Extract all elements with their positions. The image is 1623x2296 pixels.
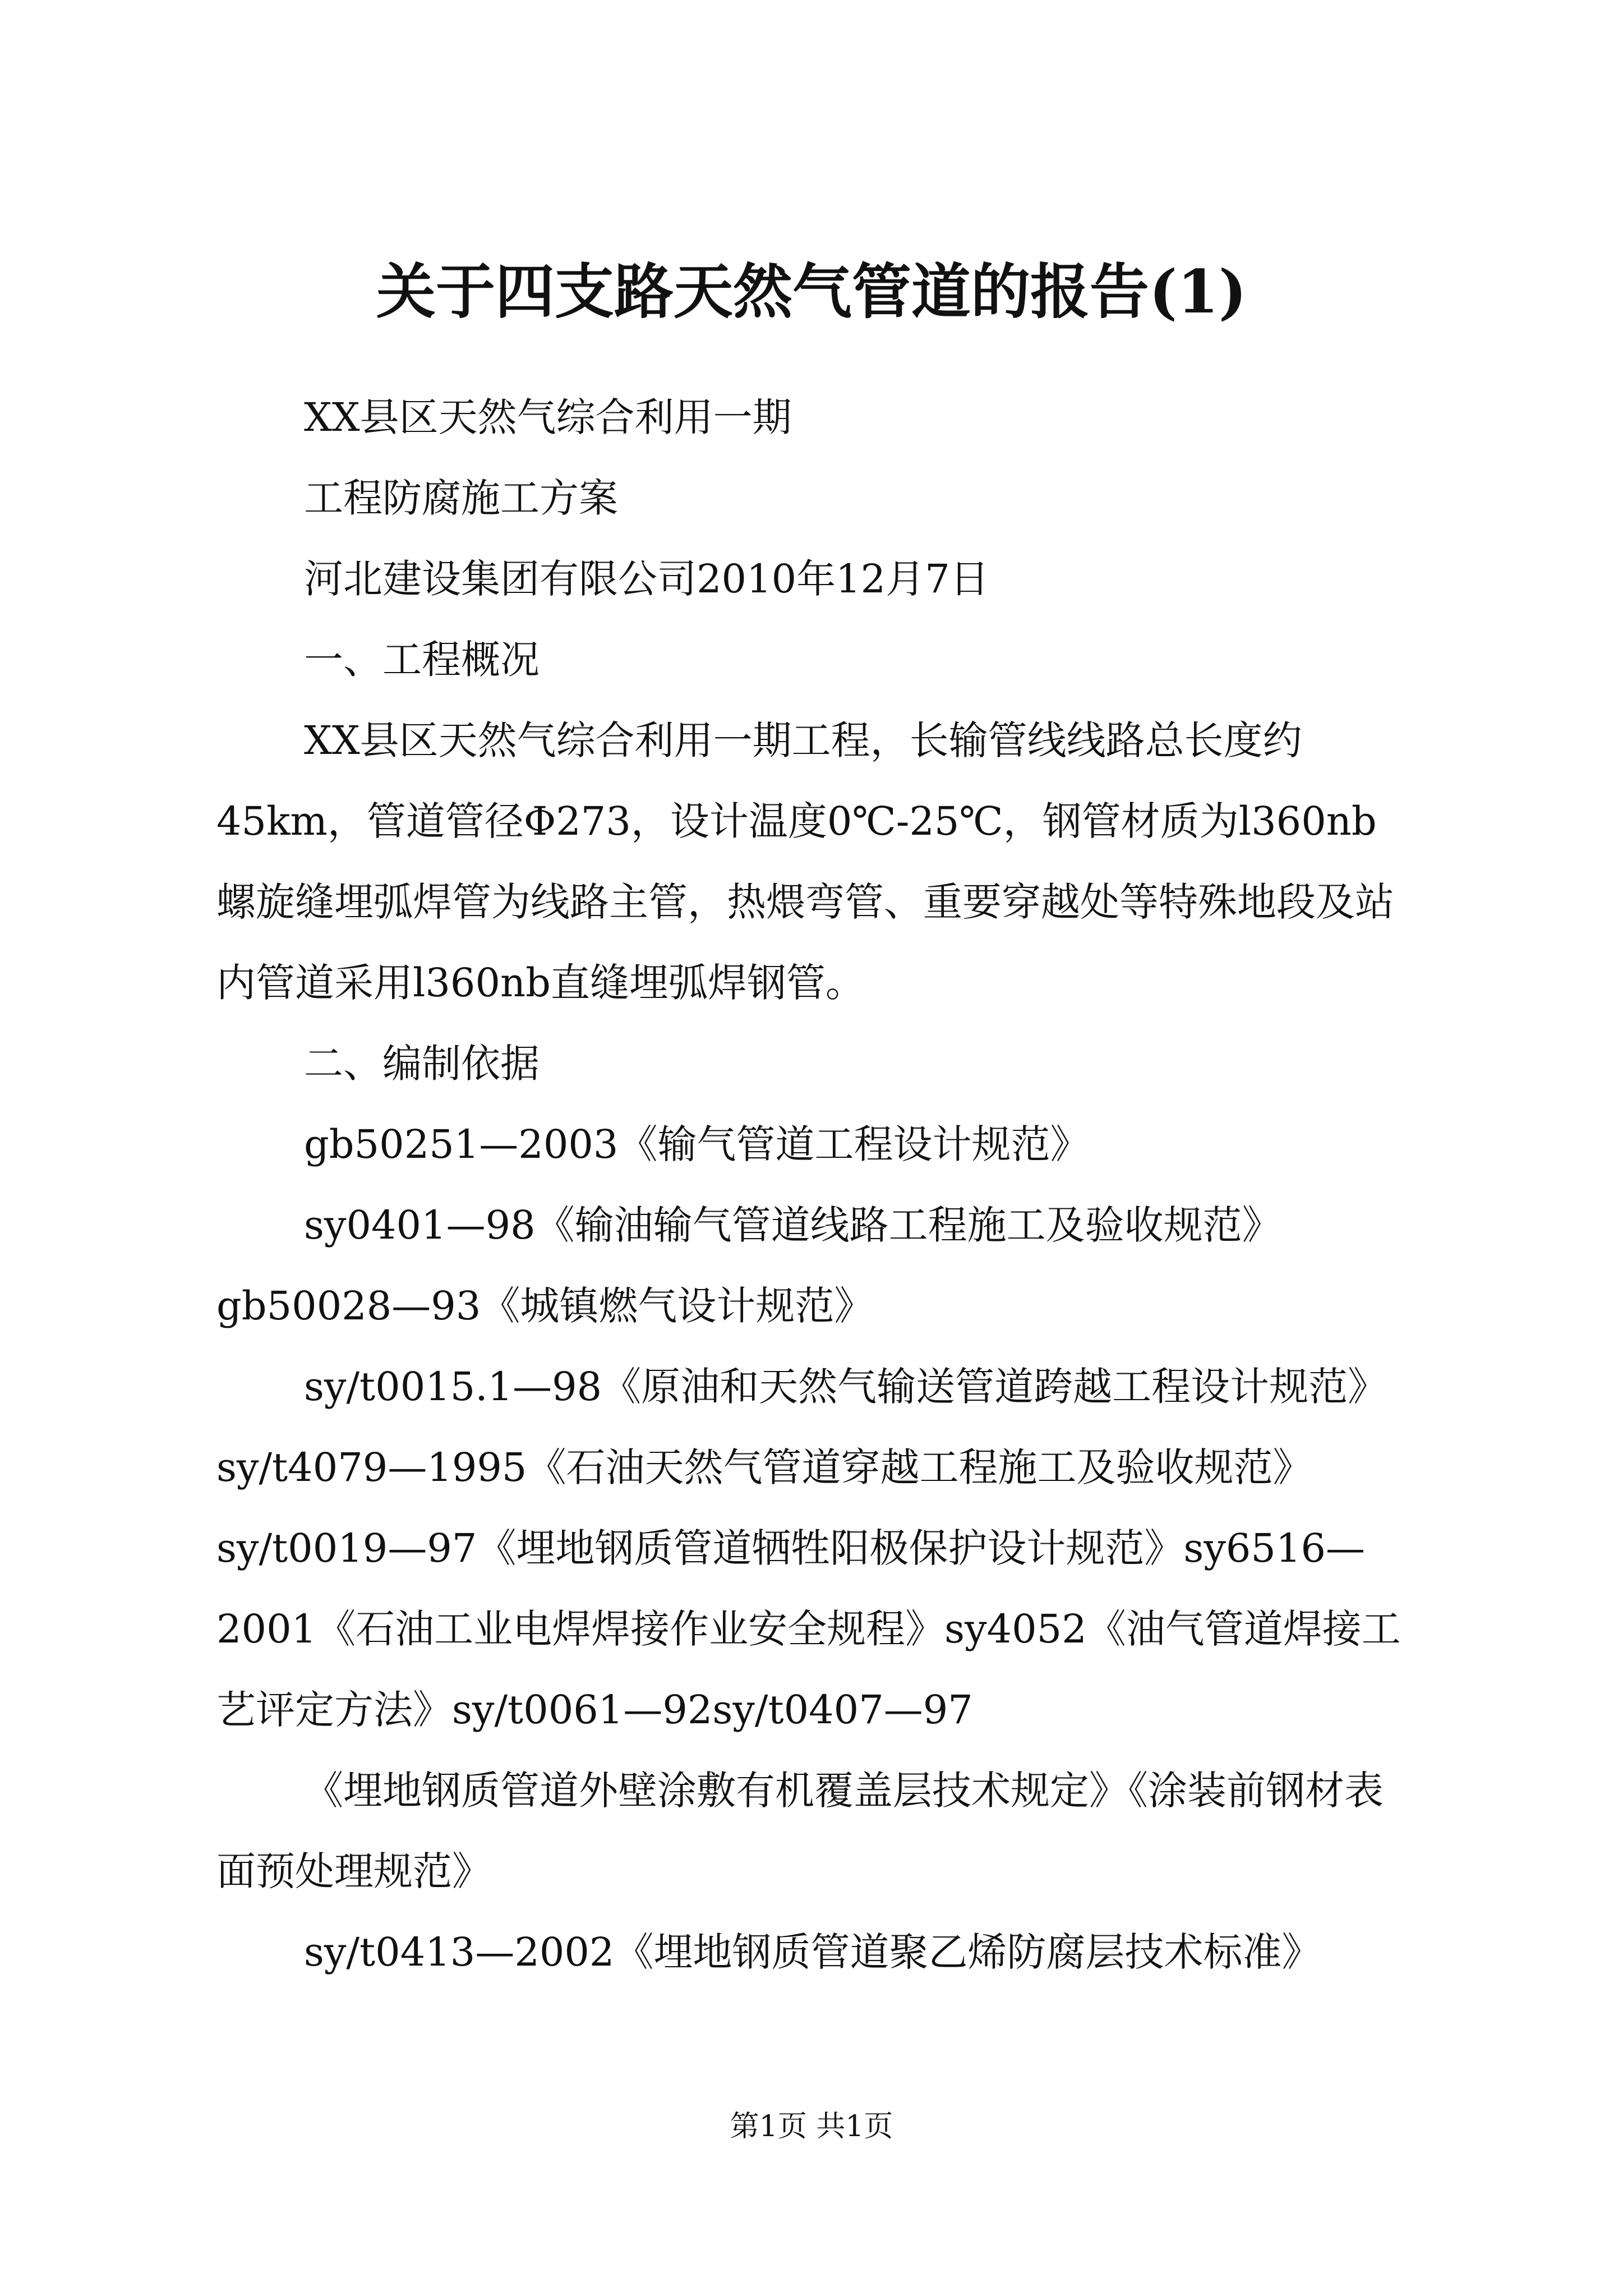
document-body (216, 377, 1411, 1993)
paragraph-standard-gb50251: gb50251—2003《输气管道工程设计规范》 (304, 1121, 1090, 1167)
paragraph-overview: XX县区天然气综合利用一期工程，长输管线线路总长度约45km，管道管径Φ273，设计温度0℃-25℃，钢管材质为l360nb螺旋缝埋弧焊管为线路主管，热煨弯管、重要穿越处等特殊地段及站内管道采用l360nb直缝埋弧焊钢管。 (216, 717, 1394, 1006)
paragraph-company-date: 河北建设集团有限公司2010年12月7日 (304, 556, 989, 602)
page-footer: 第1页 共1页 (730, 2110, 893, 2143)
section-heading-overview: 一、工程概况 (304, 637, 540, 683)
section-heading-basis: 二、编制依据 (304, 1041, 540, 1087)
document-title: 关于四支路天然气管道的报告(1) (376, 256, 1247, 326)
paragraph-standard-list: sy/t0015.1—98《原油和天然气输送管道跨越工程设计规范》sy/t4079—1995《石油天然气管道穿越工程施工及验收规范》sy/t0019—97《埋地钢质管道牺牲阳极保护设计规范》sy6516—2001《石油工业电焊焊接作业安全规程》sy4052《油气管道焊接工艺评定方法》sy/t0061—92sy/t0407—97 (216, 1364, 1401, 1733)
paragraph-standard-coating: 《埋地钢质管道外壁涂敷有机覆盖层技术规定》《涂装前钢材表面预处理规范》 (216, 1768, 1384, 1894)
paragraph-standard-sy0401: sy0401—98《输油输气管道线路工程施工及验收规范》gb50028—93《城镇燃气设计规范》 (216, 1202, 1281, 1329)
paragraph-standard-sy0413: sy/t0413—2002《埋地钢质管道聚乙烯防腐层技术标准》 (304, 1929, 1321, 1975)
paragraph-plan-name: 工程防腐施工方案 (304, 475, 618, 521)
paragraph-project-name: XX县区天然气综合利用一期 (304, 394, 792, 440)
